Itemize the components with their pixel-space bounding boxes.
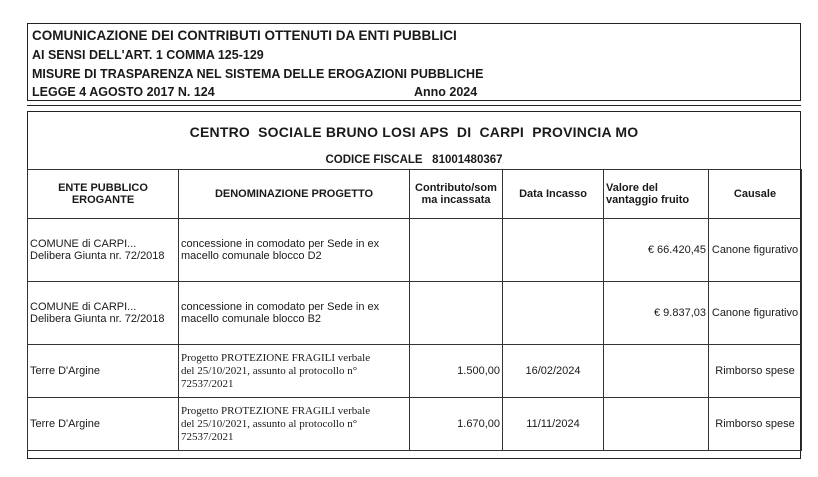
column-header-valore-line1: Valore del [606,182,658,194]
cell-progetto [179,219,410,282]
cell-causale: Rimborso spese [709,398,802,451]
column-header-ente-line1: ENTE PUBBLICO [58,182,148,194]
ente-delibera: Delibera Giunta nr. 72/2018 [30,313,165,325]
progetto-line2: del 25/10/2021, assunto al protocollo n° [181,417,358,430]
column-header-contributo [410,170,503,219]
organization-name: CENTRO SOCIALE BRUNO LOSI APS DI CARPI PROVINCIA MO [189,124,639,140]
progetto-line1: Progetto PROTEZIONE FRAGILI verbale [181,351,371,364]
document-header [27,23,801,101]
cell-data: 11/11/2024 [503,398,604,451]
cell-ente: Terre D'Argine [28,345,179,398]
table-row [28,398,802,451]
header-transparency-measures: MISURE DI TRASPARENZA NEL SISTEMA DELLE EROGAZIONI PUBBLICHE [32,67,484,81]
cell-progetto [179,282,410,345]
contributions-table [27,169,802,451]
table-row [28,282,802,345]
header-law-article: AI SENSI DELL'ART. 1 COMMA 125-129 [32,48,264,62]
header-law-reference: LEGGE 4 AGOSTO 2017 N. 124 [32,85,215,99]
cell-valore [604,398,709,451]
cell-progetto [179,398,410,451]
ente-name: COMUNE di CARPI... [30,301,137,313]
ente-name: COMUNE di CARPI... [30,238,137,250]
column-header-data: Data Incasso [503,170,604,219]
progetto-line2: del 25/10/2021, assunto al protocollo n° [181,364,358,377]
header-year: Anno 2024 [414,85,478,99]
cell-ente: Terre D'Argine [28,398,179,451]
cell-causale: Canone figurativo [709,219,802,282]
table-row [28,219,802,282]
progetto-line2: macello comunale blocco D2 [181,250,322,262]
cell-ente [28,282,179,345]
cell-contributo: 1.500,00 [410,345,503,398]
cell-data: 16/02/2024 [503,345,604,398]
cell-causale: Rimborso spese [709,345,802,398]
progetto-line3: 72537/2021 [181,377,234,390]
progetto-line2: macello comunale blocco B2 [181,313,322,325]
column-header-contributo-line1: Contributo/som [415,182,497,194]
cell-contributo: 1.670,00 [410,398,503,451]
column-header-valore [604,170,709,219]
ente-delibera: Delibera Giunta nr. 72/2018 [30,250,165,262]
cell-data [503,282,604,345]
cell-data [503,219,604,282]
cell-ente [28,219,179,282]
progetto-line1: Progetto PROTEZIONE FRAGILI verbale [181,404,371,417]
column-header-valore-line2: vantaggio fruito [606,194,690,206]
progetto-line1: concessione in comodato per Sede in ex [181,238,380,250]
cell-contributo [410,219,503,282]
cell-contributo [410,282,503,345]
column-header-causale: Causale [709,170,802,219]
cell-valore: € 9.837,03 [604,282,709,345]
column-header-contributo-line2: ma incassata [421,194,491,206]
cell-progetto [179,345,410,398]
codice-fiscale: CODICE FISCALE 81001480367 [325,154,503,166]
progetto-line3: 72537/2021 [181,430,234,443]
progetto-line1: concessione in comodato per Sede in ex [181,301,380,313]
column-header-ente-line2: EROGANTE [71,194,135,206]
table-header-row [28,170,802,219]
header-title: COMUNICAZIONE DEI CONTRIBUTI OTTENUTI DA ENTI PUBBLICI [32,28,457,43]
table-row [28,345,802,398]
cell-causale: Canone figurativo [709,282,802,345]
cell-valore [604,345,709,398]
divider-rule [27,105,801,106]
column-header-progetto: DENOMINAZIONE PROGETTO [179,170,410,219]
column-header-ente [28,170,179,219]
cell-valore: € 66.420,45 [604,219,709,282]
